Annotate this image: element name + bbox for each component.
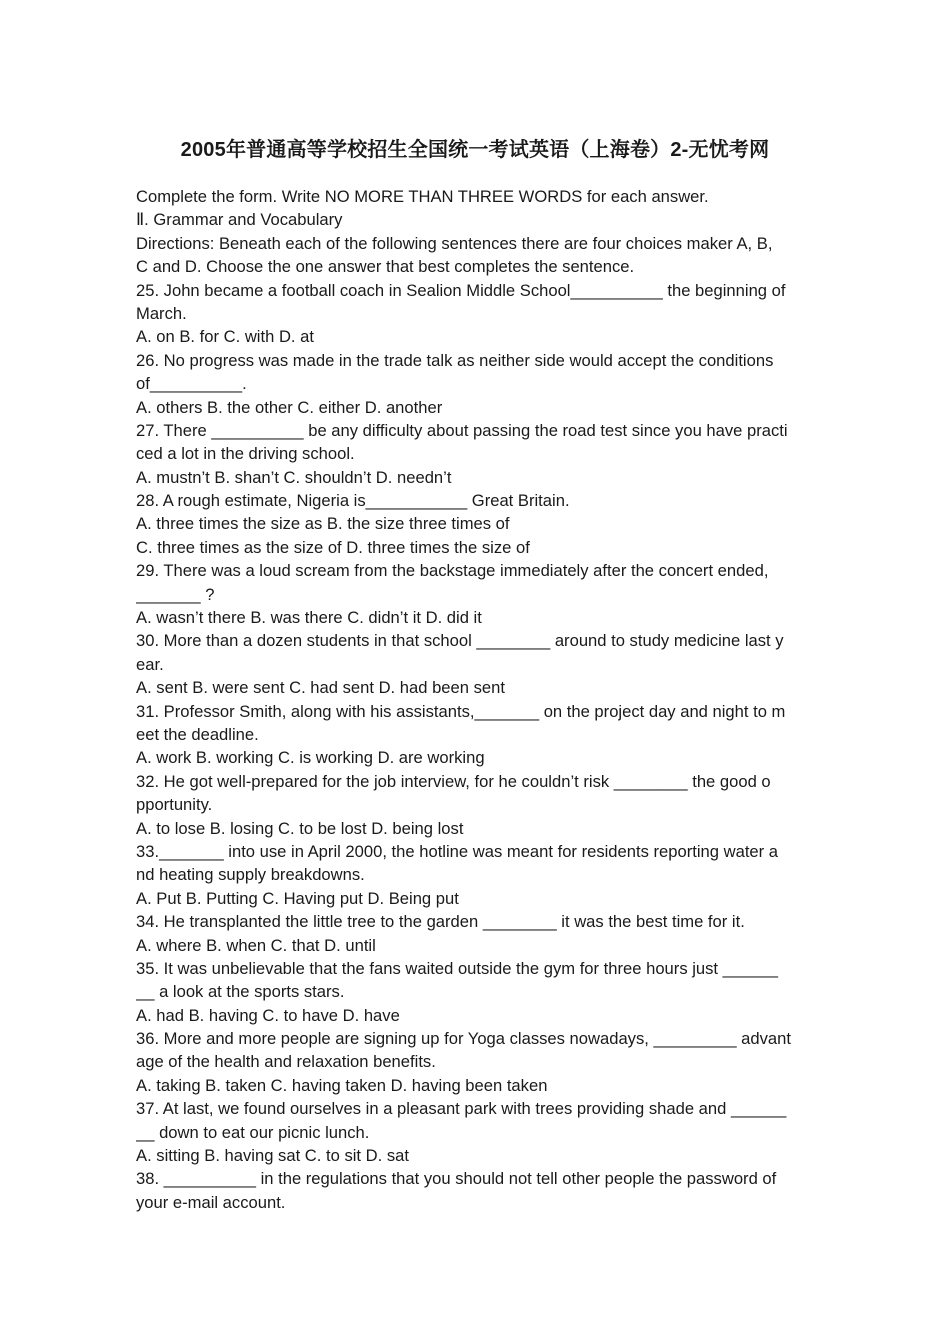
text-line: 36. More and more people are signing up for Yoga classes nowadays, _________ advant [136, 1029, 791, 1049]
text-line: A. others B. the other C. either D. another [136, 397, 443, 417]
text-line: _______ ? [136, 584, 215, 604]
text-line: A. taking B. taken C. having taken D. having been taken [136, 1075, 548, 1095]
text-line: ced a lot in the driving school. [136, 444, 355, 464]
text-line: A. where B. when C. that D. until [136, 935, 376, 955]
text-line: A. wasn’t there B. was there C. didn’t it D. did it [136, 608, 482, 628]
text-line: 26. No progress was made in the trade talk as neither side would accept the conditions [136, 350, 774, 370]
text-line: 28. A rough estimate, Nigeria is___________ Great Britain. [136, 491, 570, 511]
document-title: 2005年普通高等学校招生全国统一考试英语（上海卷）2-无忧考网 [180, 139, 770, 161]
text-line: 31. Professor Smith, along with his assistants,_______ on the project day and night to m [136, 701, 786, 721]
document-body [136, 185, 816, 1214]
text-line: 25. John became a football coach in Sealion Middle School__________ the beginning of [136, 280, 786, 300]
text-line: 37. At last, we found ourselves in a pleasant park with trees providing shade and ______ [136, 1099, 787, 1119]
text-line: Directions: Beneath each of the following sentences there are four choices maker A, B, [136, 233, 773, 253]
text-line: 27. There __________ be any difficulty about passing the road test since you have practi [136, 420, 788, 440]
text-line: A. mustn’t B. shan’t C. shouldn’t D. needn’t [136, 467, 452, 487]
text-line: 38. __________ in the regulations that you should not tell other people the password of [136, 1169, 777, 1189]
text-line: C. three times as the size of D. three times the size of [136, 537, 530, 557]
text-line: A. sent B. were sent C. had sent D. had been sent [136, 678, 505, 698]
text-line: eet the deadline. [136, 724, 259, 744]
text-line: A. three times the size as B. the size three times of [136, 514, 510, 534]
text-line: age of the health and relaxation benefits. [136, 1052, 436, 1072]
text-line: A. on B. for C. with D. at [136, 327, 314, 347]
text-line: A. Put B. Putting C. Having put D. Being put [136, 888, 459, 908]
text-line: Complete the form. Write NO MORE THAN THREE WORDS for each answer. [136, 187, 709, 206]
text-line: 35. It was unbelievable that the fans waited outside the gym for three hours just ______ [136, 958, 779, 978]
text-line: March. [136, 303, 187, 323]
text-line: ear. [136, 654, 164, 674]
text-line: 33._______ into use in April 2000, the hotline was meant for residents reporting water a [136, 841, 779, 861]
text-line: Ⅱ. Grammar and Vocabulary [136, 210, 343, 230]
text-line: pportunity. [136, 795, 213, 815]
text-line: nd heating supply breakdowns. [136, 865, 365, 885]
text-line: 29. There was a loud scream from the backstage immediately after the concert ended, [136, 561, 769, 581]
text-line: of__________. [136, 374, 247, 394]
text-line: __ a look at the sports stars. [136, 982, 345, 1002]
text-line: 30. More than a dozen students in that school ________ around to study medicine last y [136, 631, 784, 651]
text-line: 34. He transplanted the little tree to the garden ________ it was the best time for it. [136, 912, 745, 932]
text-line: A. had B. having C. to have D. have [136, 1005, 400, 1025]
text-line: your e-mail account. [136, 1192, 286, 1212]
text-line: A. sitting B. having sat C. to sit D. sat [136, 1146, 409, 1166]
text-line: __ down to eat our picnic lunch. [136, 1122, 370, 1142]
text-line: A. to lose B. losing C. to be lost D. being lost [136, 818, 464, 838]
text-line: 32. He got well-prepared for the job interview, for he couldn’t risk ________ the good o [136, 771, 771, 791]
text-line: A. work B. working C. is working D. are working [136, 748, 485, 768]
text-line: C and D. Choose the one answer that best completes the sentence. [136, 257, 635, 277]
